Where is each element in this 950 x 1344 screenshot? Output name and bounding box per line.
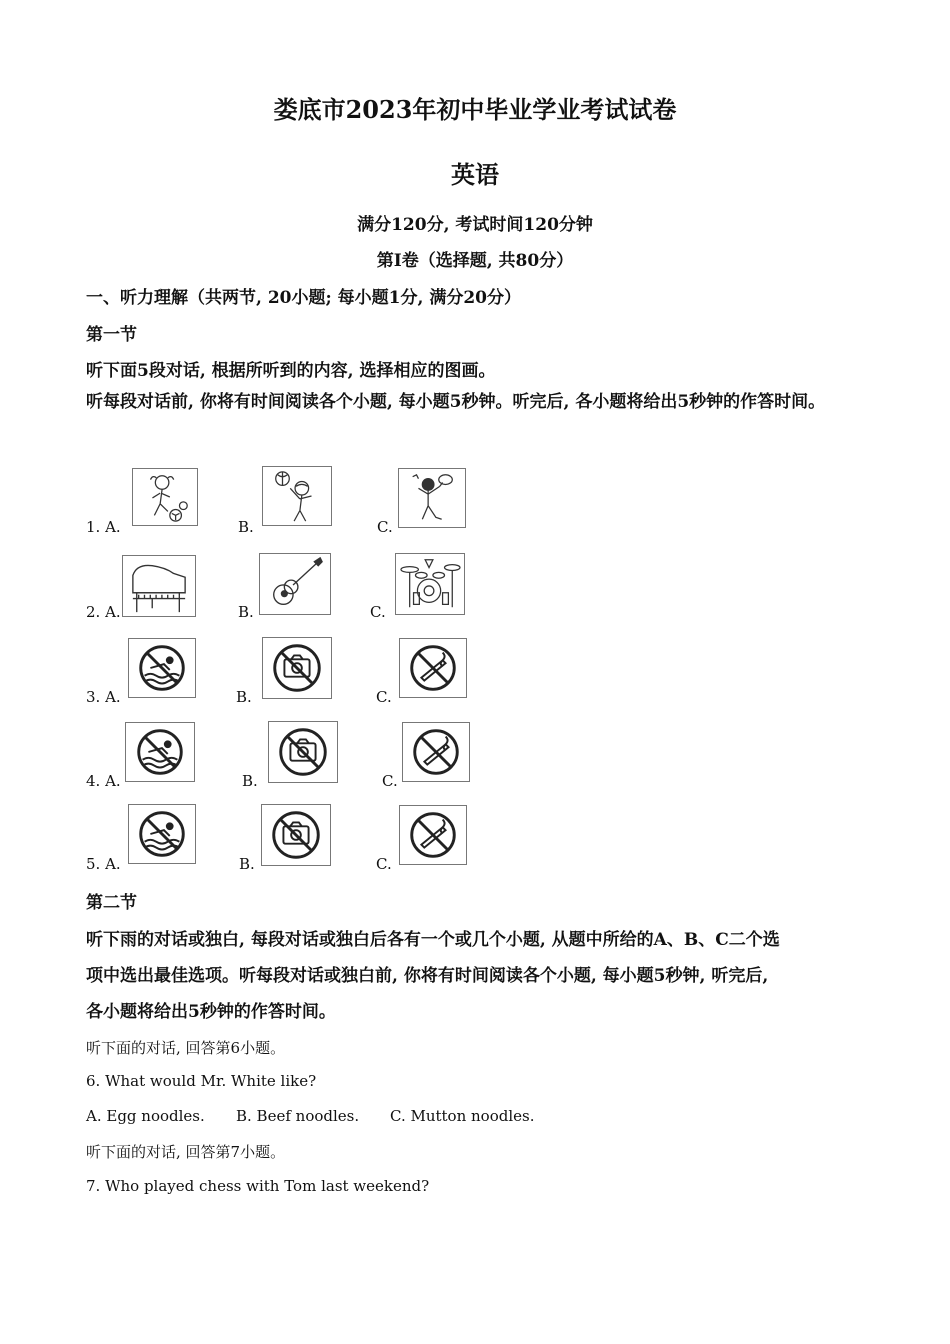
q7-question: 7. Who played chess with Tom last weekend? xyxy=(86,1177,430,1195)
section2-instruction-line2: 项中选出最佳选项。听每段对话或独白前, 你将有时间阅读各个小题, 每小题5秒钟, 听完后, xyxy=(86,966,769,986)
no-swimming-icon xyxy=(125,722,195,782)
q4-b-label: B. xyxy=(242,772,258,790)
q6-option-c: C. Mutton noodles. xyxy=(390,1107,535,1125)
section2-heading: 第二节 xyxy=(86,893,137,913)
no-swimming-icon xyxy=(128,804,196,864)
drums-icon xyxy=(395,553,465,615)
q6-option-a: A. Egg noodles. xyxy=(86,1107,205,1125)
q3-b-label: B. xyxy=(236,688,252,706)
q7-intro: 听下面的对话, 回答第7小题。 xyxy=(86,1143,286,1161)
score-time: 满分120分, 考试时间120分钟 xyxy=(357,215,593,235)
volleyball-girl-icon xyxy=(262,466,332,526)
no-smoking-icon xyxy=(399,805,467,865)
q2-b-label: B. xyxy=(238,603,254,621)
q5-b-label: B. xyxy=(239,855,255,873)
badminton-boy-icon xyxy=(398,468,466,528)
q6-intro: 听下面的对话, 回答第6小题。 xyxy=(86,1039,286,1057)
no-smoking-icon xyxy=(399,638,467,698)
q3-c-label: C. xyxy=(376,688,392,706)
no-smoking-icon xyxy=(402,722,470,782)
section1-instruction1: 听下面5段对话, 根据所听到的内容, 选择相应的图画。 xyxy=(86,361,496,381)
q2-c-label: C. xyxy=(370,603,386,621)
part1-heading: 一、听力理解（共两节, 20小题; 每小题1分, 满分20分） xyxy=(86,288,522,308)
subject-title: 英语 xyxy=(451,160,499,189)
section2-instruction-line1: 听下雨的对话或独白, 每段对话或独白后各有一个或几个小题, 从题中所给的A、B、C二个选 xyxy=(86,930,780,950)
section1-instruction2: 听每段对话前, 你将有时间阅读各个小题, 每小题5秒钟。听完后, 各小题将给出5秒钟的作答时间。 xyxy=(86,392,826,412)
q6-option-b: B. Beef noodles. xyxy=(236,1107,360,1125)
no-photo-icon xyxy=(262,637,332,699)
exam-title: 娄底市2023年初中毕业学业考试试卷 xyxy=(273,95,677,124)
q1-c-label: C. xyxy=(377,518,393,536)
section2-instruction-line3: 各小题将给出5秒钟的作答时间。 xyxy=(86,1002,336,1022)
q6-question: 6. What would Mr. White like? xyxy=(86,1072,317,1090)
q4-label: 4. A. xyxy=(86,772,121,790)
q2-label: 2. A. xyxy=(86,603,121,621)
q1-b-label: B. xyxy=(238,518,254,536)
piano-icon xyxy=(122,555,196,617)
soccer-girl-icon xyxy=(132,468,198,526)
q5-label: 5. A. xyxy=(86,855,121,873)
q4-c-label: C. xyxy=(382,772,398,790)
guitar-icon xyxy=(259,553,331,615)
no-swimming-icon xyxy=(128,638,196,698)
no-photo-icon xyxy=(261,804,331,866)
q5-c-label: C. xyxy=(376,855,392,873)
q3-label: 3. A. xyxy=(86,688,121,706)
q1-label: 1. A. xyxy=(86,518,121,536)
no-photo-icon xyxy=(268,721,338,783)
volume-title: 第Ⅰ卷（选择题, 共80分） xyxy=(376,251,574,271)
section1-heading: 第一节 xyxy=(86,325,137,345)
